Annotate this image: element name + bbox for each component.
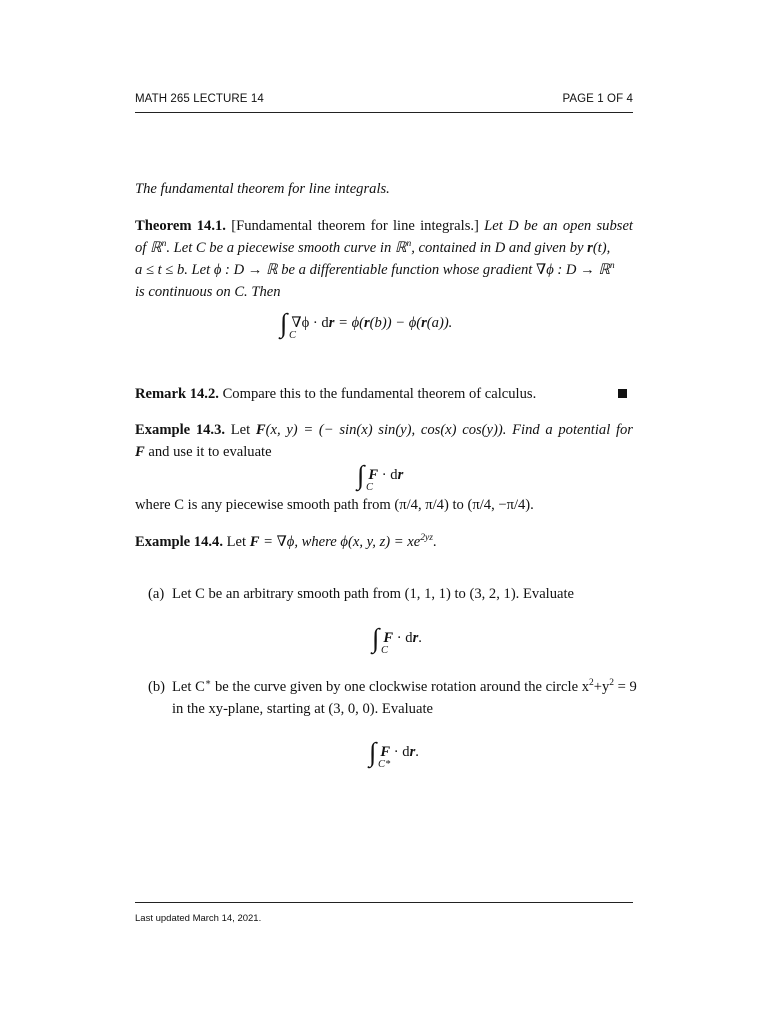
part-a-formula: ∫ C F · dr. bbox=[372, 623, 422, 656]
theorem-block bbox=[135, 215, 633, 303]
integral-sign: ∫ C* bbox=[369, 737, 391, 770]
part-b-formula: ∫ C* F · dr. bbox=[369, 737, 419, 770]
example-14-4-label: Example 14.4. bbox=[135, 534, 223, 550]
part-b-line-1: (b) Let C∗ be the curve given by one clockwise rotation around the circle $x^2+y^2 = 9$ bbox=[148, 676, 633, 698]
theorem-line-4: is continuous on C. Then bbox=[135, 284, 281, 300]
example-14-3-line-2: F and use it to evaluate bbox=[135, 444, 272, 460]
part-a-text: Let C be an arbitrary smooth path from (1, 1, 1) to (3, 2, 1). Evaluate bbox=[172, 586, 575, 602]
integral-sign: ∫ C bbox=[357, 460, 374, 493]
footer-divider bbox=[135, 902, 633, 903]
theorem-line-1 bbox=[135, 215, 633, 237]
remark-block bbox=[135, 383, 633, 405]
remark-label: Remark 14.2. bbox=[135, 386, 219, 402]
theorem-text-1: Let D be an open subset bbox=[484, 218, 633, 234]
part-b-line-2: in the xy-plane, starting at (3, 0, 0). Evaluate bbox=[172, 701, 433, 717]
example-14-3-line-1: Example 14.3. Let F(x, y) = (− sin(x) sin(y), cos(x) cos(y)). Find a potential for bbox=[135, 422, 633, 438]
page-header bbox=[135, 93, 633, 105]
qed-square-icon bbox=[618, 389, 627, 398]
theorem-label: Theorem 14.1. bbox=[135, 218, 226, 234]
part-a-label: (a) bbox=[148, 586, 165, 602]
footer-text: Last updated March 14, 2021. bbox=[135, 913, 262, 924]
part-b bbox=[148, 676, 637, 720]
example-14-4-block: Example 14.4. Let F = ∇ϕ, where ϕ(x, y, $z) = xe^{2yz}$. bbox=[135, 533, 437, 550]
integral-sign: ∫ C bbox=[372, 623, 389, 656]
theorem-name: [Fundamental theorem for line integrals.] bbox=[231, 218, 479, 234]
page-number: PAGE 1 OF 4 bbox=[562, 93, 633, 105]
theorem-formula: ∫ C ∇ϕ · dr = ϕ(r(b)) − ϕ(r(a)). bbox=[280, 308, 453, 341]
theorem-line-2: of ℝ$^n$. Let C be a piecewise smooth curve in ℝ$^n$, contained in D and given by r(t), bbox=[135, 239, 611, 256]
example-14-3-formula: ∫ C F · dr bbox=[357, 460, 404, 493]
section-title: The fundamental theorem for line integrals. bbox=[135, 181, 390, 197]
example-14-3-label: Example 14.3. bbox=[135, 422, 226, 438]
integral-sign: ∫ C bbox=[280, 308, 297, 341]
course-label: MATH 265 LECTURE 14 bbox=[135, 93, 264, 105]
part-a bbox=[148, 583, 633, 605]
remark-text: Compare this to the fundamental theorem of calculus. bbox=[222, 386, 537, 402]
part-b-label: (b) bbox=[148, 679, 166, 695]
theorem-line-3: a ≤ t ≤ b. Let ϕ : D → ℝ be a differentiable function whose gradient ∇ϕ : D → ℝ$^n$ bbox=[135, 261, 615, 278]
example-14-3-after: where C is any piecewise smooth path from (π/4, π/4) to (π/4, −π/4). bbox=[135, 497, 534, 513]
header-divider bbox=[135, 112, 633, 113]
